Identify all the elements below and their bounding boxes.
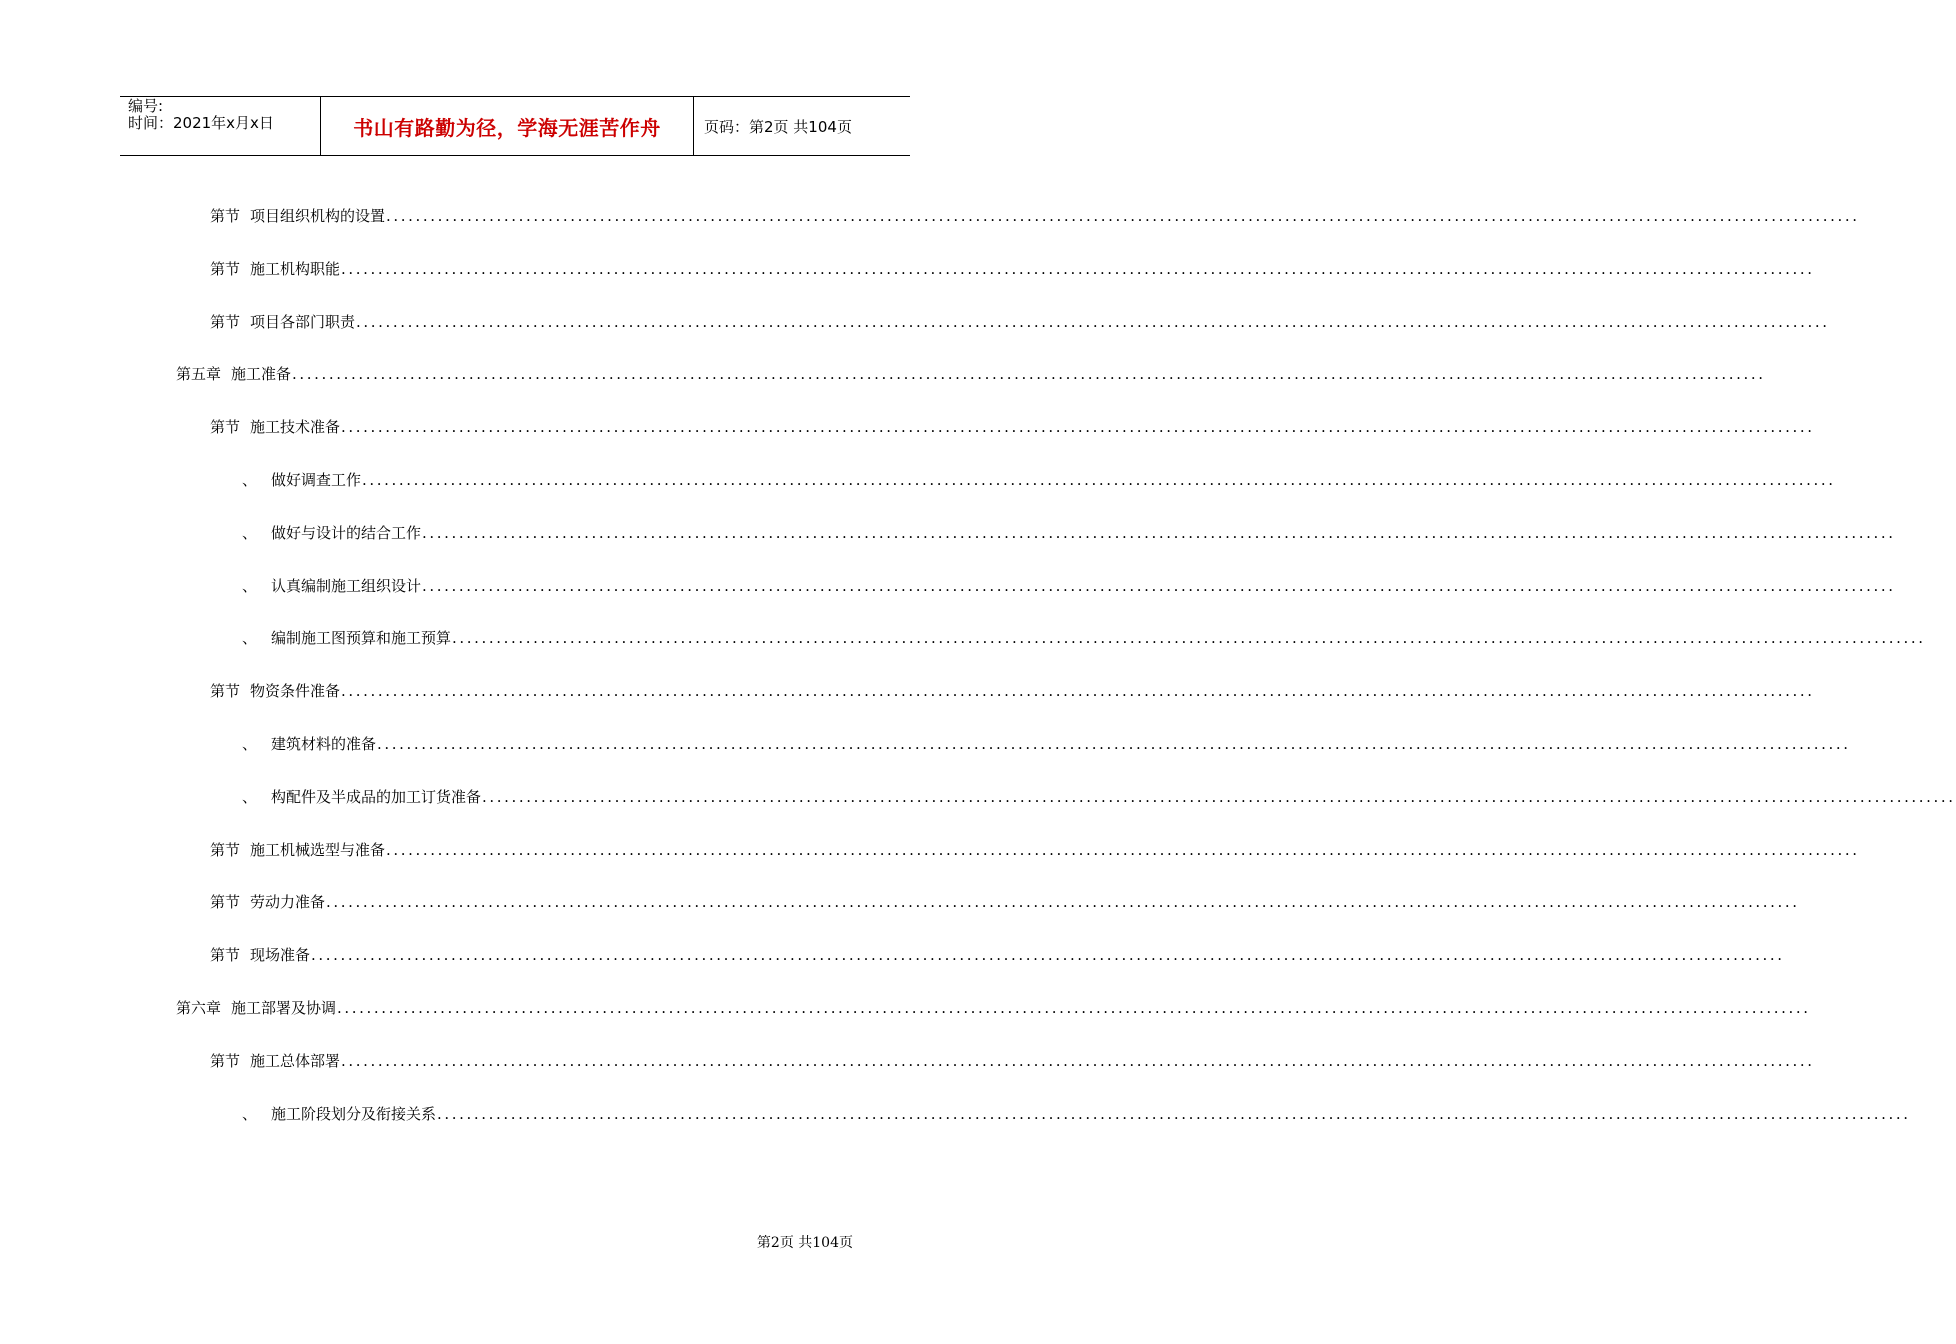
toc-entry[interactable] — [210, 1050, 1815, 1072]
toc-entry-title: 施工准备 — [231, 365, 292, 383]
document-number-label: 编号: — [128, 97, 164, 115]
toc-entry-number: 第节 — [210, 682, 241, 700]
toc-entry-number: 、 — [242, 735, 258, 753]
toc-entry[interactable] — [210, 891, 1800, 913]
toc-entry-title: 施工总体部署 — [250, 1052, 341, 1070]
toc-entry[interactable] — [242, 1103, 1911, 1125]
toc-entry-number: 、 — [242, 1105, 258, 1123]
toc-entry[interactable] — [210, 311, 1830, 333]
toc-entry[interactable] — [242, 733, 1851, 755]
toc-entry-title: 现场准备 — [250, 946, 311, 964]
toc-entry-number: 第节 — [210, 946, 241, 964]
toc-dot-leader: ........................................................................................................................................................................................................ — [341, 260, 1815, 278]
toc-entry-title: 项目组织机构的设置 — [250, 207, 386, 225]
toc-entry-number: 、 — [242, 471, 258, 489]
toc-entry-number: 第节 — [210, 893, 241, 911]
toc-entry-title: 物资条件准备 — [250, 682, 341, 700]
toc-entry[interactable] — [176, 997, 1811, 1019]
toc-entry[interactable] — [242, 786, 1956, 808]
toc-entry[interactable] — [242, 575, 1896, 597]
toc-dot-leader: ........................................................................................................................................................................................................ — [311, 946, 1785, 964]
toc-dot-leader: ........................................................................................................................................................................................................ — [356, 313, 1830, 331]
toc-dot-leader: ........................................................................................................................................................................................................ — [386, 841, 1860, 859]
toc-entry[interactable] — [210, 258, 1815, 280]
toc-entry-title: 施工机械选型与准备 — [250, 841, 386, 859]
toc-entry-number: 、 — [242, 524, 258, 542]
toc-entry-title: 施工部署及协调 — [231, 999, 337, 1017]
toc-dot-leader: ........................................................................................................................................................................................................ — [362, 471, 1836, 489]
toc-entry-number: 第节 — [210, 1052, 241, 1070]
toc-dot-leader: ........................................................................................................................................................................................................ — [337, 999, 1811, 1017]
toc-entry-title: 建筑材料的准备 — [271, 735, 377, 753]
toc-dot-leader: ........................................................................................................................................................................................................ — [292, 365, 1766, 383]
toc-dot-leader: ........................................................................................................................................................................................................ — [341, 682, 1815, 700]
toc-dot-leader: ........................................................................................................................................................................................................ — [341, 418, 1815, 436]
toc-entry-number: 、 — [242, 788, 258, 806]
header-page-number: 页码：第2页 共104页 — [704, 117, 852, 136]
toc-entry[interactable] — [210, 680, 1815, 702]
toc-entry-title: 做好调查工作 — [271, 471, 362, 489]
toc-entry[interactable] — [210, 839, 1860, 861]
toc-entry-number: 、 — [242, 629, 258, 647]
toc-entry-title: 做好与设计的结合工作 — [271, 524, 422, 542]
toc-dot-leader: ........................................................................................................................................................................................................ — [422, 524, 1896, 542]
toc-entry-number: 第节 — [210, 207, 241, 225]
toc-dot-leader: ........................................................................................................................................................................................................ — [452, 629, 1926, 647]
toc-entry-number: 第节 — [210, 260, 241, 278]
page-footer: 第2页 共104页 — [756, 1235, 853, 1251]
toc-entry-number: 第节 — [210, 313, 241, 331]
header-motto: 书山有路勤为径，学海无涯苦作舟 — [321, 97, 694, 155]
toc-dot-leader: ........................................................................................................................................................................................................ — [341, 1052, 1815, 1070]
toc-entry-number: 、 — [242, 577, 258, 595]
toc-entry-number: 第五章 — [176, 365, 222, 383]
toc-entry[interactable] — [210, 944, 1785, 966]
toc-entry-title: 施工机构职能 — [250, 260, 341, 278]
toc-dot-leader: ........................................................................................................................................................................................................ — [482, 788, 1956, 806]
toc-dot-leader: ........................................................................................................................................................................................................ — [386, 207, 1860, 225]
toc-entry-number: 第节 — [210, 841, 241, 859]
toc-entry-title: 施工技术准备 — [250, 418, 341, 436]
toc-entry-title: 认真编制施工组织设计 — [271, 577, 422, 595]
toc-entry[interactable] — [242, 469, 1836, 491]
toc-entry-title: 项目各部门职责 — [250, 313, 356, 331]
toc-entry-title: 编制施工图预算和施工预算 — [271, 629, 452, 647]
toc-dot-leader: ........................................................................................................................................................................................................ — [326, 893, 1800, 911]
toc-dot-leader: ........................................................................................................................................................................................................ — [422, 577, 1896, 595]
toc-entry[interactable] — [176, 363, 1766, 385]
toc-entry[interactable] — [242, 522, 1896, 544]
toc-entry[interactable] — [210, 205, 1860, 227]
toc-entry-number: 第六章 — [176, 999, 222, 1017]
toc-dot-leader: ........................................................................................................................................................................................................ — [437, 1105, 1911, 1123]
document-time-label: 时间：2021年x月x日 — [128, 114, 274, 132]
toc-entry-title: 劳动力准备 — [250, 893, 326, 911]
toc-entry-title: 施工阶段划分及衔接关系 — [271, 1105, 437, 1123]
toc-dot-leader: ........................................................................................................................................................................................................ — [377, 735, 1851, 753]
toc-entry[interactable] — [242, 627, 1926, 649]
toc-entry-number: 第节 — [210, 418, 241, 436]
toc-entry-title: 构配件及半成品的加工订货准备 — [271, 788, 482, 806]
toc-entry[interactable] — [210, 416, 1815, 438]
